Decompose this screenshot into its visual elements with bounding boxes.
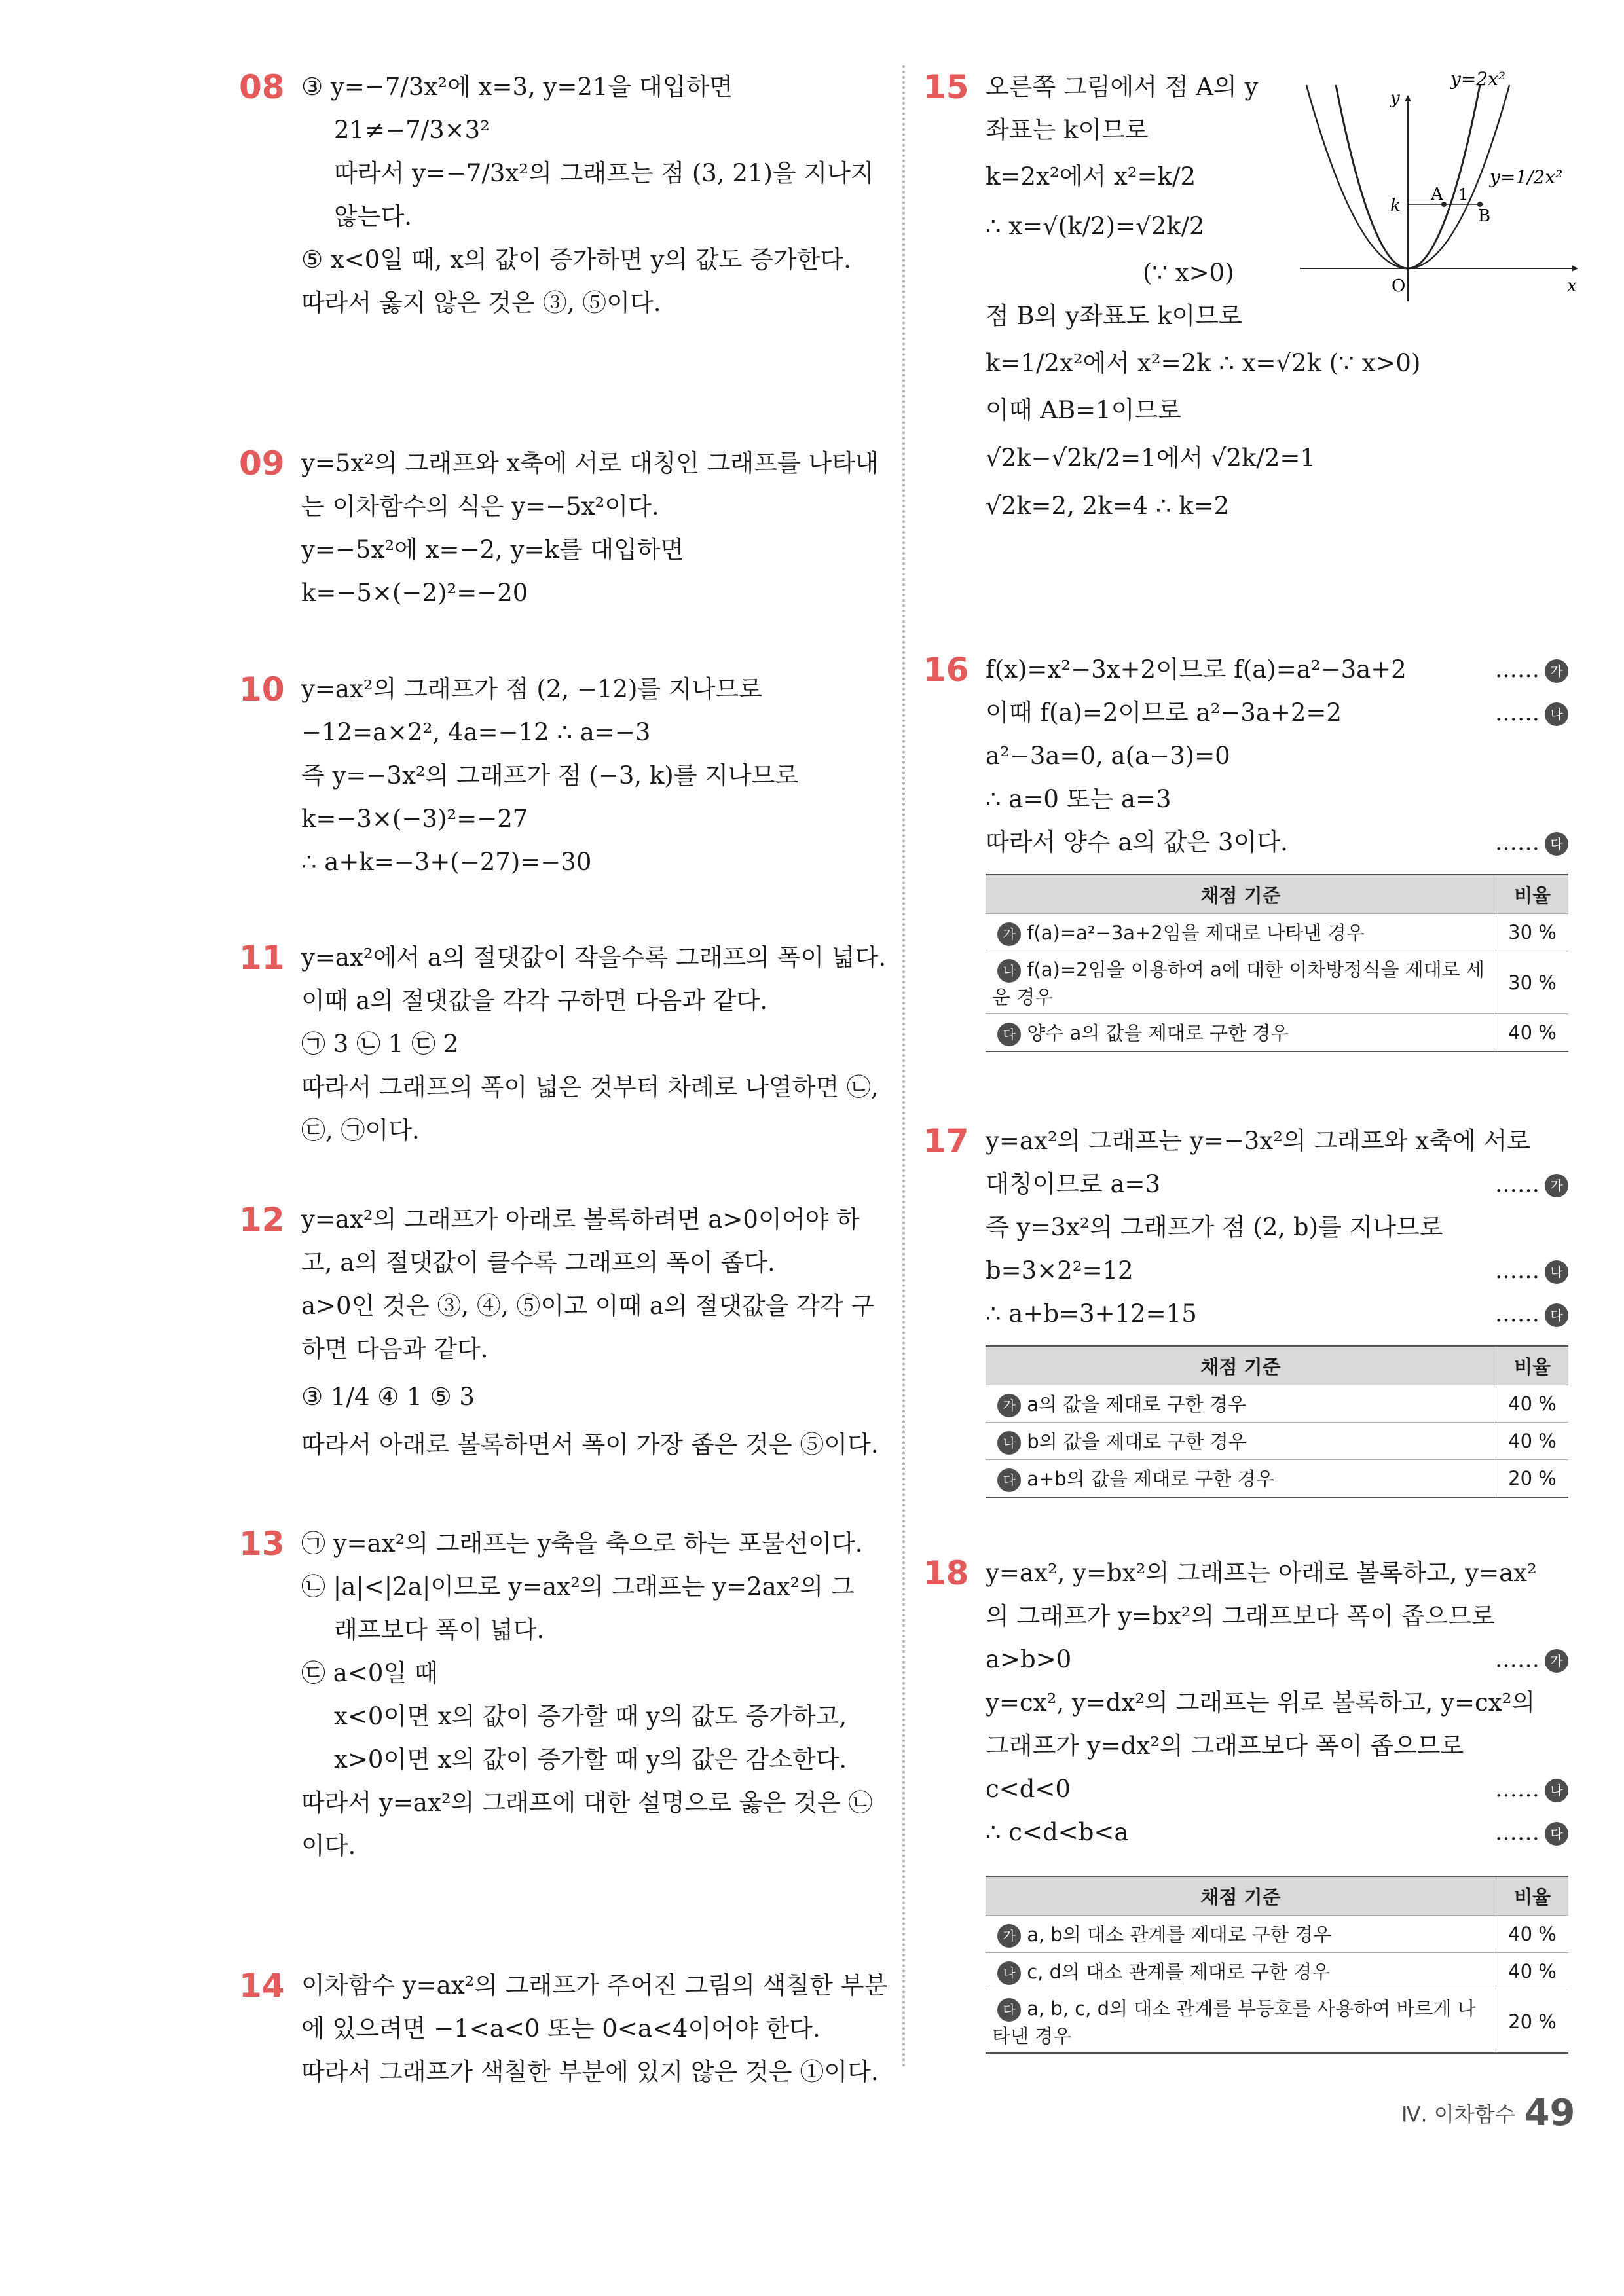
criterion-text: c, d의 대소 관계를 제대로 구한 경우 — [1027, 1961, 1331, 1983]
page-number: 49 — [1524, 2092, 1576, 2134]
problem-number: 12 — [239, 1201, 285, 1239]
solution-line: 즉 y=−3x²의 그래프가 점 (−3, k)를 지나므로 — [301, 761, 799, 790]
solution-line: √2k=2, 2k=4 ∴ k=2 — [986, 492, 1230, 520]
criterion-text: f(a)=a²−3a+2임을 제대로 나타낸 경우 — [1027, 922, 1365, 944]
tag-dots: …… — [1495, 1301, 1540, 1327]
solution-line: 하면 다음과 같다. — [301, 1335, 489, 1363]
step-badge: 다 — [997, 1468, 1021, 1492]
line-text: b=3×2²=12 — [986, 1256, 1134, 1285]
label-origin: O — [1392, 276, 1406, 296]
solution-line: 래프보다 폭이 넓다. — [334, 1616, 545, 1644]
chapter-label: Ⅳ. 이차함수 — [1401, 2102, 1515, 2127]
solution-line — [986, 648, 1568, 691]
solution-line: 좌표는 k이므로 — [986, 116, 1149, 144]
solution-line: 이다. — [301, 1832, 356, 1860]
solution-line: ⑤ x<0일 때, x의 값이 증가하면 y의 값도 증가한다. — [301, 246, 851, 274]
step-badge: 가 — [1545, 1174, 1568, 1197]
solution-line: a>0인 것은 ③, ④, ⑤이고 이때 a의 절댓값을 각각 구 — [301, 1292, 875, 1320]
solution-line: √2k−√2k/2=1에서 √2k/2=1 — [986, 444, 1316, 472]
problem-number: 15 — [923, 68, 969, 106]
solution-line: y=−5x²에 x=−2, y=k를 대입하면 — [301, 536, 684, 564]
solution-line: a²−3a=0, a(a−3)=0 — [986, 742, 1230, 770]
ratio-value: 40 % — [1496, 1916, 1569, 1953]
x-axis-arrow — [1572, 265, 1578, 272]
solution-line: x>0이면 x의 값이 증가할 때 y의 값은 감소한다. — [334, 1745, 847, 1774]
solution-line: x<0이면 x의 값이 증가할 때 y의 값도 증가하고, — [334, 1702, 847, 1730]
solution-line: k=−5×(−2)²=−20 — [301, 579, 528, 607]
problem-number: 11 — [239, 939, 285, 977]
label-A: A — [1431, 185, 1443, 204]
solution-line: 따라서 옳지 않은 것은 ③, ⑤이다. — [301, 289, 661, 317]
tag-dots: …… — [1495, 657, 1540, 683]
step-badge: 가 — [1545, 659, 1568, 683]
solution-line — [986, 1811, 1568, 1854]
step-badge: 나 — [1545, 1779, 1568, 1802]
solution-line: 이때 a의 절댓값을 각각 구하면 다음과 같다. — [301, 987, 768, 1015]
line-text: ∴ c<d<b<a — [986, 1818, 1129, 1846]
solution-line: ㉠ 3 ㉡ 1 ㉢ 2 — [301, 1030, 459, 1058]
solution-line: ㉢, ㉠이다. — [301, 1116, 420, 1144]
parabola-graph — [1293, 59, 1581, 308]
solution-line: 는 이차함수의 식은 y=−5x²이다. — [301, 492, 659, 520]
line-text: a>b>0 — [986, 1645, 1072, 1673]
solution-line: ∴ x=√(k/2)=√2k/2 — [986, 212, 1205, 240]
solution-line: ㉢ a<0일 때 — [301, 1659, 438, 1687]
header-ratio: 비율 — [1496, 1876, 1569, 1916]
solution-line — [986, 821, 1568, 864]
problem-number: 08 — [239, 68, 285, 106]
table-row — [986, 1953, 1568, 1990]
solution-line: 에 있으려면 −1<a<0 또는 0<a<4이어야 한다. — [301, 2014, 821, 2043]
solution-line: ㉠ y=ax²의 그래프는 y축을 축으로 하는 포물선이다. — [301, 1529, 863, 1558]
step-badge: 다 — [1545, 832, 1568, 856]
ratio-value: 30 % — [1496, 951, 1569, 1014]
solution-line: 즉 y=3x²의 그래프가 점 (2, b)를 지나므로 — [986, 1213, 1443, 1241]
ratio-value: 30 % — [1496, 914, 1569, 951]
tag-dots: …… — [1495, 829, 1540, 856]
solution-line: 따라서 그래프가 색칠한 부분에 있지 않은 것은 ①이다. — [301, 2058, 879, 2086]
solution-line — [986, 691, 1568, 735]
solution-line: y=ax²의 그래프는 y=−3x²의 그래프와 x축에 서로 — [986, 1127, 1530, 1155]
solution-line — [986, 1249, 1568, 1292]
step-tag — [1495, 1811, 1568, 1854]
solution-line: 따라서 아래로 볼록하면서 폭이 가장 좁은 것은 ⑤이다. — [301, 1430, 879, 1459]
step-badge: 다 — [997, 1998, 1021, 2022]
tag-dots: …… — [1495, 1776, 1540, 1802]
label-2x2: y=2x² — [1450, 68, 1506, 90]
solution-line: 따라서 y=−7/3x²의 그래프는 점 (3, 21)을 지나지 — [334, 159, 874, 187]
step-tag — [1495, 821, 1568, 864]
step-tag — [1495, 1163, 1568, 1206]
table-row — [986, 1014, 1568, 1052]
step-tag — [1495, 1638, 1568, 1681]
page-footer — [1401, 2092, 1575, 2134]
solution-line: 이차함수 y=ax²의 그래프가 주어진 그림의 색칠한 부분 — [301, 1971, 888, 1999]
solution-line: ∴ a+k=−3+(−27)=−30 — [301, 848, 592, 876]
step-badge: 나 — [997, 1961, 1021, 1985]
problem-number: 09 — [239, 445, 285, 483]
solution-line: ③ y=−7/3x²에 x=3, y=21을 대입하면 — [301, 73, 733, 101]
problem-number: 18 — [923, 1554, 969, 1592]
ratio-value: 40 % — [1496, 1953, 1569, 1990]
solution-line: 그래프가 y=dx²의 그래프보다 폭이 좁으므로 — [986, 1732, 1464, 1760]
step-tag — [1495, 648, 1568, 691]
solution-line: y=5x²의 그래프와 x축에 서로 대칭인 그래프를 나타내 — [301, 449, 879, 477]
label-k: k — [1390, 196, 1401, 215]
step-tag — [1495, 1292, 1568, 1336]
tag-dots: …… — [1495, 1258, 1540, 1284]
solution-line: y=ax²에서 a의 절댓값이 작을수록 그래프의 폭이 넓다. — [301, 943, 887, 972]
problem-number: 13 — [239, 1525, 285, 1563]
solution-line: 21≠−7/3×3² — [334, 116, 490, 144]
column-divider — [902, 65, 905, 2069]
label-half-x2: y=1/2x² — [1490, 166, 1563, 188]
solution-line: k=2x²에서 x²=k/2 — [986, 162, 1196, 191]
label-one: 1 — [1458, 185, 1469, 204]
ratio-value: 40 % — [1496, 1385, 1569, 1423]
header-ratio: 비율 — [1496, 875, 1569, 914]
step-badge: 가 — [997, 922, 1021, 946]
criterion-text: 양수 a의 값을 제대로 구한 경우 — [1027, 1022, 1289, 1044]
step-badge: 다 — [1545, 1303, 1568, 1327]
problem-number: 14 — [239, 1967, 285, 2005]
solution-line: −12=a×2², 4a=−12 ∴ a=−3 — [301, 718, 651, 746]
criterion-text: a, b의 대소 관계를 제대로 구한 경우 — [1027, 1923, 1332, 1946]
step-tag — [1495, 691, 1568, 735]
header-criterion: 채점 기준 — [986, 875, 1496, 914]
ratio-value: 40 % — [1496, 1423, 1569, 1460]
header-ratio: 비율 — [1496, 1346, 1569, 1385]
step-badge: 나 — [997, 959, 1021, 983]
solution-line — [986, 1163, 1568, 1206]
criteria-table-17 — [986, 1345, 1568, 1498]
table-row — [986, 951, 1568, 1014]
line-text: c<d<0 — [986, 1775, 1071, 1803]
step-badge: 다 — [997, 1023, 1021, 1046]
table-row — [986, 1423, 1568, 1460]
solution-line: 의 그래프가 y=bx²의 그래프보다 폭이 좁으므로 — [986, 1602, 1495, 1630]
criteria-table-18 — [986, 1876, 1568, 2054]
line-text: 따라서 양수 a의 값은 3이다. — [986, 828, 1288, 856]
criteria-table-16 — [986, 874, 1568, 1052]
tag-dots: …… — [1495, 1647, 1540, 1673]
tag-dots: …… — [1495, 1171, 1540, 1197]
solution-line: (∵ x>0) — [1143, 259, 1234, 287]
step-badge: 나 — [1545, 702, 1568, 726]
solution-line: 오른쪽 그림에서 점 A의 y — [986, 73, 1259, 101]
header-criterion: 채점 기준 — [986, 1346, 1496, 1385]
table-row — [986, 1460, 1568, 1498]
solution-line: ∴ a=0 또는 a=3 — [986, 785, 1172, 813]
solution-line — [986, 1768, 1568, 1811]
solution-line: ㉡ |a|<|2a|이므로 y=ax²의 그래프는 y=2ax²의 그 — [301, 1573, 855, 1601]
line-text: 이때 f(a)=2이므로 a²−3a+2=2 — [986, 699, 1342, 727]
tag-dots: …… — [1495, 1819, 1540, 1846]
line-text: 대칭이므로 a=3 — [986, 1170, 1161, 1198]
line-text: ∴ a+b=3+12=15 — [986, 1300, 1197, 1328]
criterion-text: a, b, c, d의 대소 관계를 부등호를 사용하여 바르게 나타낸 경우 — [992, 1997, 1476, 2047]
step-badge: 가 — [997, 1394, 1021, 1417]
tag-dots: …… — [1495, 700, 1540, 726]
step-tag — [1495, 1249, 1568, 1292]
ratio-value: 20 % — [1496, 1460, 1569, 1498]
criterion-text: a+b의 값을 제대로 구한 경우 — [1027, 1468, 1274, 1490]
step-badge: 나 — [997, 1431, 1021, 1455]
criterion-text: f(a)=2임을 이용하여 a에 대한 이차방정식을 제대로 세운 경우 — [992, 958, 1485, 1008]
problem-number: 16 — [923, 651, 969, 689]
solution-line: k=−3×(−3)²=−27 — [301, 805, 528, 833]
table-row — [986, 1990, 1568, 2054]
y-axis-arrow — [1405, 95, 1411, 101]
step-badge: 가 — [997, 1924, 1021, 1948]
step-tag — [1495, 1768, 1568, 1811]
solution-line: 점 B의 y좌표도 k이므로 — [986, 302, 1242, 330]
solution-line: y=ax²의 그래프가 아래로 볼록하려면 a>0이어야 하 — [301, 1205, 860, 1233]
solution-line: y=ax²의 그래프가 점 (2, −12)를 지나므로 — [301, 675, 762, 703]
table-row — [986, 1385, 1568, 1423]
label-y-axis: y — [1390, 88, 1400, 108]
solution-line: 않는다. — [334, 202, 412, 230]
label-B: B — [1478, 206, 1491, 226]
step-badge: 나 — [1545, 1260, 1568, 1284]
solution-line: k=1/2x²에서 x²=2k ∴ x=√2k (∵ x>0) — [986, 349, 1421, 377]
solution-line — [986, 1292, 1568, 1336]
ratio-value: 40 % — [1496, 1014, 1569, 1052]
label-x-axis: x — [1567, 276, 1577, 296]
solution-line: y=ax², y=bx²의 그래프는 아래로 볼록하고, y=ax² — [986, 1559, 1537, 1587]
criterion-text: a의 값을 제대로 구한 경우 — [1027, 1393, 1247, 1415]
solution-line: 이때 AB=1이므로 — [986, 396, 1181, 424]
line-text: f(x)=x²−3x+2이므로 f(a)=a²−3a+2 — [986, 655, 1407, 683]
solution-line: 따라서 y=ax²의 그래프에 대한 설명으로 옳은 것은 ㉡ — [301, 1789, 873, 1817]
solution-line: y=cx², y=dx²의 그래프는 위로 볼록하고, y=cx²의 — [986, 1688, 1536, 1717]
step-badge: 다 — [1545, 1822, 1568, 1846]
problem-number: 17 — [923, 1122, 969, 1160]
solution-line: ③ 1/4 ④ 1 ⑤ 3 — [301, 1383, 475, 1411]
solution-line: 고, a의 절댓값이 클수록 그래프의 폭이 좁다. — [301, 1248, 775, 1277]
problem-number: 10 — [239, 670, 285, 708]
solution-line: 따라서 그래프의 폭이 넓은 것부터 차례로 나열하면 ㉡, — [301, 1073, 879, 1101]
table-row — [986, 1916, 1568, 1953]
solution-line — [986, 1638, 1568, 1681]
ratio-value: 20 % — [1496, 1990, 1569, 2054]
criterion-text: b의 값을 제대로 구한 경우 — [1027, 1430, 1247, 1453]
table-row — [986, 914, 1568, 951]
step-badge: 가 — [1545, 1649, 1568, 1673]
header-criterion: 채점 기준 — [986, 1876, 1496, 1916]
